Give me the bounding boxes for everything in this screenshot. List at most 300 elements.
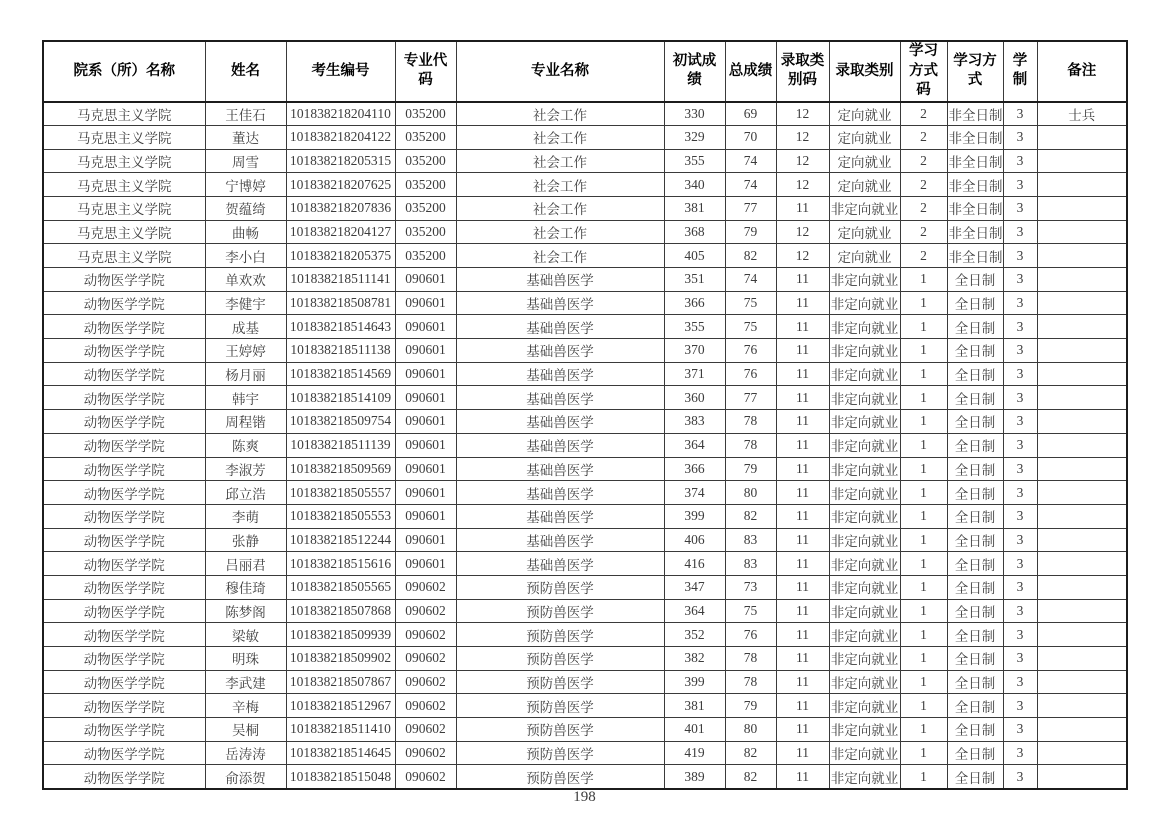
cell-admission-category-code: 11	[776, 765, 829, 789]
cell-admission-category-code: 11	[776, 552, 829, 576]
cell-remark	[1037, 339, 1127, 363]
column-header-admission-category: 录取类别	[829, 41, 900, 102]
cell-duration: 3	[1003, 315, 1037, 339]
cell-study-mode: 非全日制	[947, 220, 1003, 244]
cell-admission-category-code: 12	[776, 125, 829, 149]
cell-name: 吕丽君	[205, 552, 286, 576]
cell-remark	[1037, 718, 1127, 742]
cell-duration: 3	[1003, 481, 1037, 505]
cell-initial-score: 352	[664, 623, 725, 647]
cell-study-mode: 非全日制	[947, 196, 1003, 220]
cell-department: 动物医学学院	[43, 386, 205, 410]
cell-candidate-no: 101838218507868	[286, 599, 395, 623]
column-header-remark: 备注	[1037, 41, 1127, 102]
cell-study-mode-code: 1	[900, 528, 947, 552]
cell-admission-category: 定向就业	[829, 220, 900, 244]
cell-total-score: 78	[725, 670, 776, 694]
column-header-admission-category-code: 录取类别码	[776, 41, 829, 102]
cell-name: 李萌	[205, 504, 286, 528]
cell-total-score: 75	[725, 291, 776, 315]
cell-study-mode-code: 1	[900, 765, 947, 789]
cell-major-name: 预防兽医学	[456, 647, 664, 671]
cell-major-code: 090601	[395, 339, 456, 363]
cell-duration: 3	[1003, 647, 1037, 671]
cell-candidate-no: 101838218207836	[286, 196, 395, 220]
cell-name: 李小白	[205, 244, 286, 268]
cell-study-mode-code: 2	[900, 196, 947, 220]
cell-remark	[1037, 362, 1127, 386]
cell-initial-score: 382	[664, 647, 725, 671]
cell-name: 单欢欢	[205, 268, 286, 292]
cell-study-mode-code: 1	[900, 575, 947, 599]
cell-admission-category-code: 12	[776, 102, 829, 126]
cell-initial-score: 355	[664, 315, 725, 339]
cell-major-code: 035200	[395, 125, 456, 149]
cell-study-mode: 全日制	[947, 386, 1003, 410]
cell-candidate-no: 101838218204127	[286, 220, 395, 244]
cell-study-mode-code: 1	[900, 552, 947, 576]
cell-total-score: 78	[725, 410, 776, 434]
cell-duration: 3	[1003, 433, 1037, 457]
cell-admission-category: 非定向就业	[829, 718, 900, 742]
table-row	[43, 433, 1127, 457]
cell-admission-category-code: 11	[776, 481, 829, 505]
cell-study-mode: 全日制	[947, 457, 1003, 481]
cell-admission-category: 非定向就业	[829, 528, 900, 552]
cell-department: 动物医学学院	[43, 457, 205, 481]
cell-initial-score: 374	[664, 481, 725, 505]
cell-study-mode-code: 1	[900, 623, 947, 647]
cell-admission-category: 非定向就业	[829, 670, 900, 694]
cell-name: 韩宇	[205, 386, 286, 410]
table-row	[43, 173, 1127, 197]
cell-major-name: 基础兽医学	[456, 433, 664, 457]
cell-study-mode-code: 1	[900, 291, 947, 315]
cell-name: 梁敏	[205, 623, 286, 647]
cell-admission-category-code: 11	[776, 362, 829, 386]
cell-total-score: 79	[725, 220, 776, 244]
cell-name: 辛梅	[205, 694, 286, 718]
cell-total-score: 83	[725, 528, 776, 552]
cell-study-mode: 全日制	[947, 362, 1003, 386]
cell-department: 动物医学学院	[43, 528, 205, 552]
cell-major-code: 035200	[395, 173, 456, 197]
cell-initial-score: 399	[664, 504, 725, 528]
cell-remark	[1037, 528, 1127, 552]
table-row	[43, 149, 1127, 173]
table-row	[43, 125, 1127, 149]
cell-total-score: 76	[725, 623, 776, 647]
cell-admission-category-code: 12	[776, 149, 829, 173]
cell-admission-category-code: 12	[776, 244, 829, 268]
cell-candidate-no: 101838218505553	[286, 504, 395, 528]
cell-admission-category: 非定向就业	[829, 552, 900, 576]
cell-candidate-no: 101838218509754	[286, 410, 395, 434]
cell-major-code: 090601	[395, 315, 456, 339]
cell-duration: 3	[1003, 623, 1037, 647]
cell-major-name: 社会工作	[456, 125, 664, 149]
cell-name: 邱立浩	[205, 481, 286, 505]
cell-duration: 3	[1003, 599, 1037, 623]
table-row	[43, 362, 1127, 386]
cell-major-code: 090601	[395, 504, 456, 528]
cell-study-mode: 全日制	[947, 410, 1003, 434]
cell-duration: 3	[1003, 386, 1037, 410]
table-row	[43, 741, 1127, 765]
cell-name: 王婷婷	[205, 339, 286, 363]
cell-candidate-no: 101838218507867	[286, 670, 395, 694]
cell-name: 周程锴	[205, 410, 286, 434]
cell-admission-category-code: 11	[776, 457, 829, 481]
cell-initial-score: 381	[664, 694, 725, 718]
cell-admission-category-code: 11	[776, 528, 829, 552]
cell-department: 马克思主义学院	[43, 196, 205, 220]
cell-candidate-no: 101838218509569	[286, 457, 395, 481]
cell-candidate-no: 101838218512967	[286, 694, 395, 718]
table-row	[43, 647, 1127, 671]
table-row	[43, 718, 1127, 742]
cell-candidate-no: 101838218511139	[286, 433, 395, 457]
cell-initial-score: 366	[664, 457, 725, 481]
cell-name: 杨月丽	[205, 362, 286, 386]
admission-table	[42, 40, 1128, 790]
cell-major-code: 090602	[395, 765, 456, 789]
cell-initial-score: 368	[664, 220, 725, 244]
cell-study-mode: 非全日制	[947, 244, 1003, 268]
cell-admission-category: 定向就业	[829, 102, 900, 126]
cell-study-mode-code: 2	[900, 244, 947, 268]
cell-admission-category: 定向就业	[829, 244, 900, 268]
cell-admission-category: 非定向就业	[829, 765, 900, 789]
cell-study-mode-code: 1	[900, 410, 947, 434]
cell-major-name: 基础兽医学	[456, 552, 664, 576]
cell-duration: 3	[1003, 173, 1037, 197]
cell-study-mode: 全日制	[947, 315, 1003, 339]
column-header-duration: 学制	[1003, 41, 1037, 102]
cell-remark	[1037, 149, 1127, 173]
table-row	[43, 291, 1127, 315]
cell-major-code: 090602	[395, 670, 456, 694]
cell-admission-category: 非定向就业	[829, 291, 900, 315]
cell-initial-score: 364	[664, 433, 725, 457]
cell-department: 动物医学学院	[43, 433, 205, 457]
cell-name: 宁博婷	[205, 173, 286, 197]
cell-study-mode-code: 2	[900, 102, 947, 126]
cell-candidate-no: 101838218204122	[286, 125, 395, 149]
table-row	[43, 196, 1127, 220]
cell-remark	[1037, 244, 1127, 268]
column-header-department: 院系（所）名称	[43, 41, 205, 102]
cell-name: 王佳石	[205, 102, 286, 126]
cell-remark	[1037, 457, 1127, 481]
page-number: 198	[573, 789, 596, 805]
cell-remark	[1037, 765, 1127, 789]
cell-remark	[1037, 741, 1127, 765]
cell-major-name: 预防兽医学	[456, 718, 664, 742]
cell-admission-category-code: 12	[776, 173, 829, 197]
cell-study-mode: 全日制	[947, 433, 1003, 457]
cell-total-score: 73	[725, 575, 776, 599]
cell-initial-score: 383	[664, 410, 725, 434]
cell-major-name: 基础兽医学	[456, 339, 664, 363]
cell-major-name: 社会工作	[456, 220, 664, 244]
cell-major-code: 035200	[395, 244, 456, 268]
cell-duration: 3	[1003, 220, 1037, 244]
cell-duration: 3	[1003, 718, 1037, 742]
cell-admission-category: 非定向就业	[829, 386, 900, 410]
cell-admission-category: 非定向就业	[829, 410, 900, 434]
cell-admission-category-code: 11	[776, 741, 829, 765]
cell-name: 李淑芳	[205, 457, 286, 481]
cell-initial-score: 366	[664, 291, 725, 315]
cell-study-mode-code: 1	[900, 386, 947, 410]
cell-major-code: 090601	[395, 481, 456, 505]
cell-initial-score: 364	[664, 599, 725, 623]
cell-duration: 3	[1003, 196, 1037, 220]
cell-name: 俞添贺	[205, 765, 286, 789]
cell-department: 动物医学学院	[43, 291, 205, 315]
cell-study-mode: 全日制	[947, 528, 1003, 552]
table-row	[43, 315, 1127, 339]
cell-major-name: 社会工作	[456, 244, 664, 268]
cell-study-mode-code: 1	[900, 599, 947, 623]
cell-admission-category: 非定向就业	[829, 504, 900, 528]
cell-name: 岳涛涛	[205, 741, 286, 765]
cell-remark: 士兵	[1037, 102, 1127, 126]
cell-study-mode-code: 1	[900, 362, 947, 386]
cell-initial-score: 401	[664, 718, 725, 742]
cell-department: 动物医学学院	[43, 504, 205, 528]
cell-name: 周雪	[205, 149, 286, 173]
cell-admission-category: 非定向就业	[829, 599, 900, 623]
cell-major-code: 090601	[395, 291, 456, 315]
cell-candidate-no: 101838218207625	[286, 173, 395, 197]
cell-major-code: 090601	[395, 410, 456, 434]
cell-major-code: 090601	[395, 386, 456, 410]
cell-name: 董达	[205, 125, 286, 149]
cell-total-score: 82	[725, 741, 776, 765]
cell-major-name: 社会工作	[456, 149, 664, 173]
cell-admission-category-code: 11	[776, 339, 829, 363]
cell-admission-category-code: 11	[776, 647, 829, 671]
cell-candidate-no: 101838218505557	[286, 481, 395, 505]
cell-department: 马克思主义学院	[43, 125, 205, 149]
cell-major-code: 090602	[395, 694, 456, 718]
cell-candidate-no: 101838218514569	[286, 362, 395, 386]
cell-duration: 3	[1003, 268, 1037, 292]
cell-major-code: 090602	[395, 599, 456, 623]
cell-admission-category: 定向就业	[829, 149, 900, 173]
cell-major-code: 090601	[395, 457, 456, 481]
cell-initial-score: 399	[664, 670, 725, 694]
cell-remark	[1037, 125, 1127, 149]
cell-department: 动物医学学院	[43, 765, 205, 789]
cell-major-name: 预防兽医学	[456, 765, 664, 789]
cell-name: 明珠	[205, 647, 286, 671]
cell-name: 穆佳琦	[205, 575, 286, 599]
cell-study-mode-code: 1	[900, 647, 947, 671]
cell-initial-score: 371	[664, 362, 725, 386]
cell-candidate-no: 101838218511138	[286, 339, 395, 363]
cell-major-code: 035200	[395, 102, 456, 126]
cell-initial-score: 330	[664, 102, 725, 126]
table-row	[43, 599, 1127, 623]
cell-candidate-no: 101838218514109	[286, 386, 395, 410]
cell-candidate-no: 101838218509939	[286, 623, 395, 647]
cell-department: 动物医学学院	[43, 315, 205, 339]
cell-department: 动物医学学院	[43, 623, 205, 647]
cell-department: 动物医学学院	[43, 552, 205, 576]
cell-department: 动物医学学院	[43, 362, 205, 386]
cell-admission-category-code: 11	[776, 433, 829, 457]
cell-admission-category: 非定向就业	[829, 315, 900, 339]
cell-department: 动物医学学院	[43, 718, 205, 742]
cell-major-name: 社会工作	[456, 102, 664, 126]
cell-department: 马克思主义学院	[43, 102, 205, 126]
cell-total-score: 76	[725, 339, 776, 363]
cell-initial-score: 347	[664, 575, 725, 599]
cell-department: 动物医学学院	[43, 694, 205, 718]
cell-name: 李武建	[205, 670, 286, 694]
cell-total-score: 76	[725, 362, 776, 386]
cell-remark	[1037, 315, 1127, 339]
cell-major-name: 基础兽医学	[456, 291, 664, 315]
cell-duration: 3	[1003, 125, 1037, 149]
cell-candidate-no: 101838218204110	[286, 102, 395, 126]
cell-remark	[1037, 386, 1127, 410]
table-row	[43, 481, 1127, 505]
table-header	[43, 41, 1127, 102]
cell-study-mode: 全日制	[947, 741, 1003, 765]
cell-admission-category-code: 11	[776, 599, 829, 623]
cell-study-mode: 非全日制	[947, 149, 1003, 173]
cell-department: 动物医学学院	[43, 670, 205, 694]
table-row	[43, 575, 1127, 599]
cell-remark	[1037, 268, 1127, 292]
cell-major-code: 090602	[395, 575, 456, 599]
cell-study-mode: 非全日制	[947, 125, 1003, 149]
cell-major-code: 035200	[395, 196, 456, 220]
cell-initial-score: 416	[664, 552, 725, 576]
cell-total-score: 82	[725, 244, 776, 268]
cell-admission-category: 非定向就业	[829, 433, 900, 457]
cell-total-score: 78	[725, 647, 776, 671]
cell-admission-category: 非定向就业	[829, 268, 900, 292]
cell-study-mode-code: 1	[900, 457, 947, 481]
cell-name: 张静	[205, 528, 286, 552]
cell-name: 陈梦阁	[205, 599, 286, 623]
cell-study-mode-code: 2	[900, 125, 947, 149]
cell-study-mode-code: 1	[900, 504, 947, 528]
cell-remark	[1037, 623, 1127, 647]
cell-admission-category: 非定向就业	[829, 694, 900, 718]
cell-name: 李健宇	[205, 291, 286, 315]
cell-candidate-no: 101838218514643	[286, 315, 395, 339]
table-row	[43, 410, 1127, 434]
cell-duration: 3	[1003, 410, 1037, 434]
cell-admission-category: 非定向就业	[829, 481, 900, 505]
cell-major-name: 基础兽医学	[456, 504, 664, 528]
cell-remark	[1037, 410, 1127, 434]
table-row	[43, 457, 1127, 481]
cell-department: 动物医学学院	[43, 410, 205, 434]
cell-admission-category-code: 12	[776, 220, 829, 244]
table-row	[43, 504, 1127, 528]
column-header-major-name: 专业名称	[456, 41, 664, 102]
cell-major-name: 社会工作	[456, 196, 664, 220]
cell-major-name: 基础兽医学	[456, 315, 664, 339]
cell-candidate-no: 101838218511410	[286, 718, 395, 742]
cell-study-mode: 全日制	[947, 575, 1003, 599]
cell-name: 曲畅	[205, 220, 286, 244]
cell-total-score: 80	[725, 718, 776, 742]
cell-major-name: 预防兽医学	[456, 599, 664, 623]
cell-total-score: 77	[725, 386, 776, 410]
cell-duration: 3	[1003, 102, 1037, 126]
cell-study-mode-code: 1	[900, 268, 947, 292]
cell-admission-category: 非定向就业	[829, 457, 900, 481]
cell-remark	[1037, 575, 1127, 599]
cell-admission-category: 非定向就业	[829, 575, 900, 599]
cell-initial-score: 329	[664, 125, 725, 149]
cell-department: 动物医学学院	[43, 741, 205, 765]
cell-study-mode: 全日制	[947, 504, 1003, 528]
cell-candidate-no: 101838218514645	[286, 741, 395, 765]
cell-major-code: 090602	[395, 623, 456, 647]
cell-candidate-no: 101838218205375	[286, 244, 395, 268]
cell-major-name: 预防兽医学	[456, 623, 664, 647]
cell-admission-category-code: 11	[776, 575, 829, 599]
cell-candidate-no: 101838218512244	[286, 528, 395, 552]
cell-admission-category: 非定向就业	[829, 196, 900, 220]
cell-total-score: 74	[725, 149, 776, 173]
cell-total-score: 80	[725, 481, 776, 505]
cell-study-mode-code: 2	[900, 220, 947, 244]
cell-admission-category: 非定向就业	[829, 647, 900, 671]
column-header-major-code: 专业代码	[395, 41, 456, 102]
cell-initial-score: 355	[664, 149, 725, 173]
cell-major-name: 社会工作	[456, 173, 664, 197]
cell-major-code: 090601	[395, 268, 456, 292]
cell-remark	[1037, 552, 1127, 576]
cell-department: 马克思主义学院	[43, 149, 205, 173]
cell-admission-category: 定向就业	[829, 173, 900, 197]
cell-study-mode-code: 1	[900, 670, 947, 694]
cell-major-name: 基础兽医学	[456, 528, 664, 552]
column-header-name: 姓名	[205, 41, 286, 102]
cell-admission-category-code: 11	[776, 410, 829, 434]
cell-duration: 3	[1003, 528, 1037, 552]
cell-study-mode: 全日制	[947, 647, 1003, 671]
cell-duration: 3	[1003, 457, 1037, 481]
cell-major-code: 035200	[395, 220, 456, 244]
cell-department: 马克思主义学院	[43, 244, 205, 268]
cell-name: 陈爽	[205, 433, 286, 457]
cell-candidate-no: 101838218508781	[286, 291, 395, 315]
cell-duration: 3	[1003, 339, 1037, 363]
column-header-initial-score: 初试成绩	[664, 41, 725, 102]
cell-total-score: 75	[725, 315, 776, 339]
cell-remark	[1037, 173, 1127, 197]
cell-total-score: 79	[725, 694, 776, 718]
cell-duration: 3	[1003, 670, 1037, 694]
cell-department: 动物医学学院	[43, 481, 205, 505]
cell-study-mode-code: 1	[900, 718, 947, 742]
cell-total-score: 69	[725, 102, 776, 126]
cell-total-score: 79	[725, 457, 776, 481]
cell-total-score: 77	[725, 196, 776, 220]
cell-major-code: 090602	[395, 718, 456, 742]
